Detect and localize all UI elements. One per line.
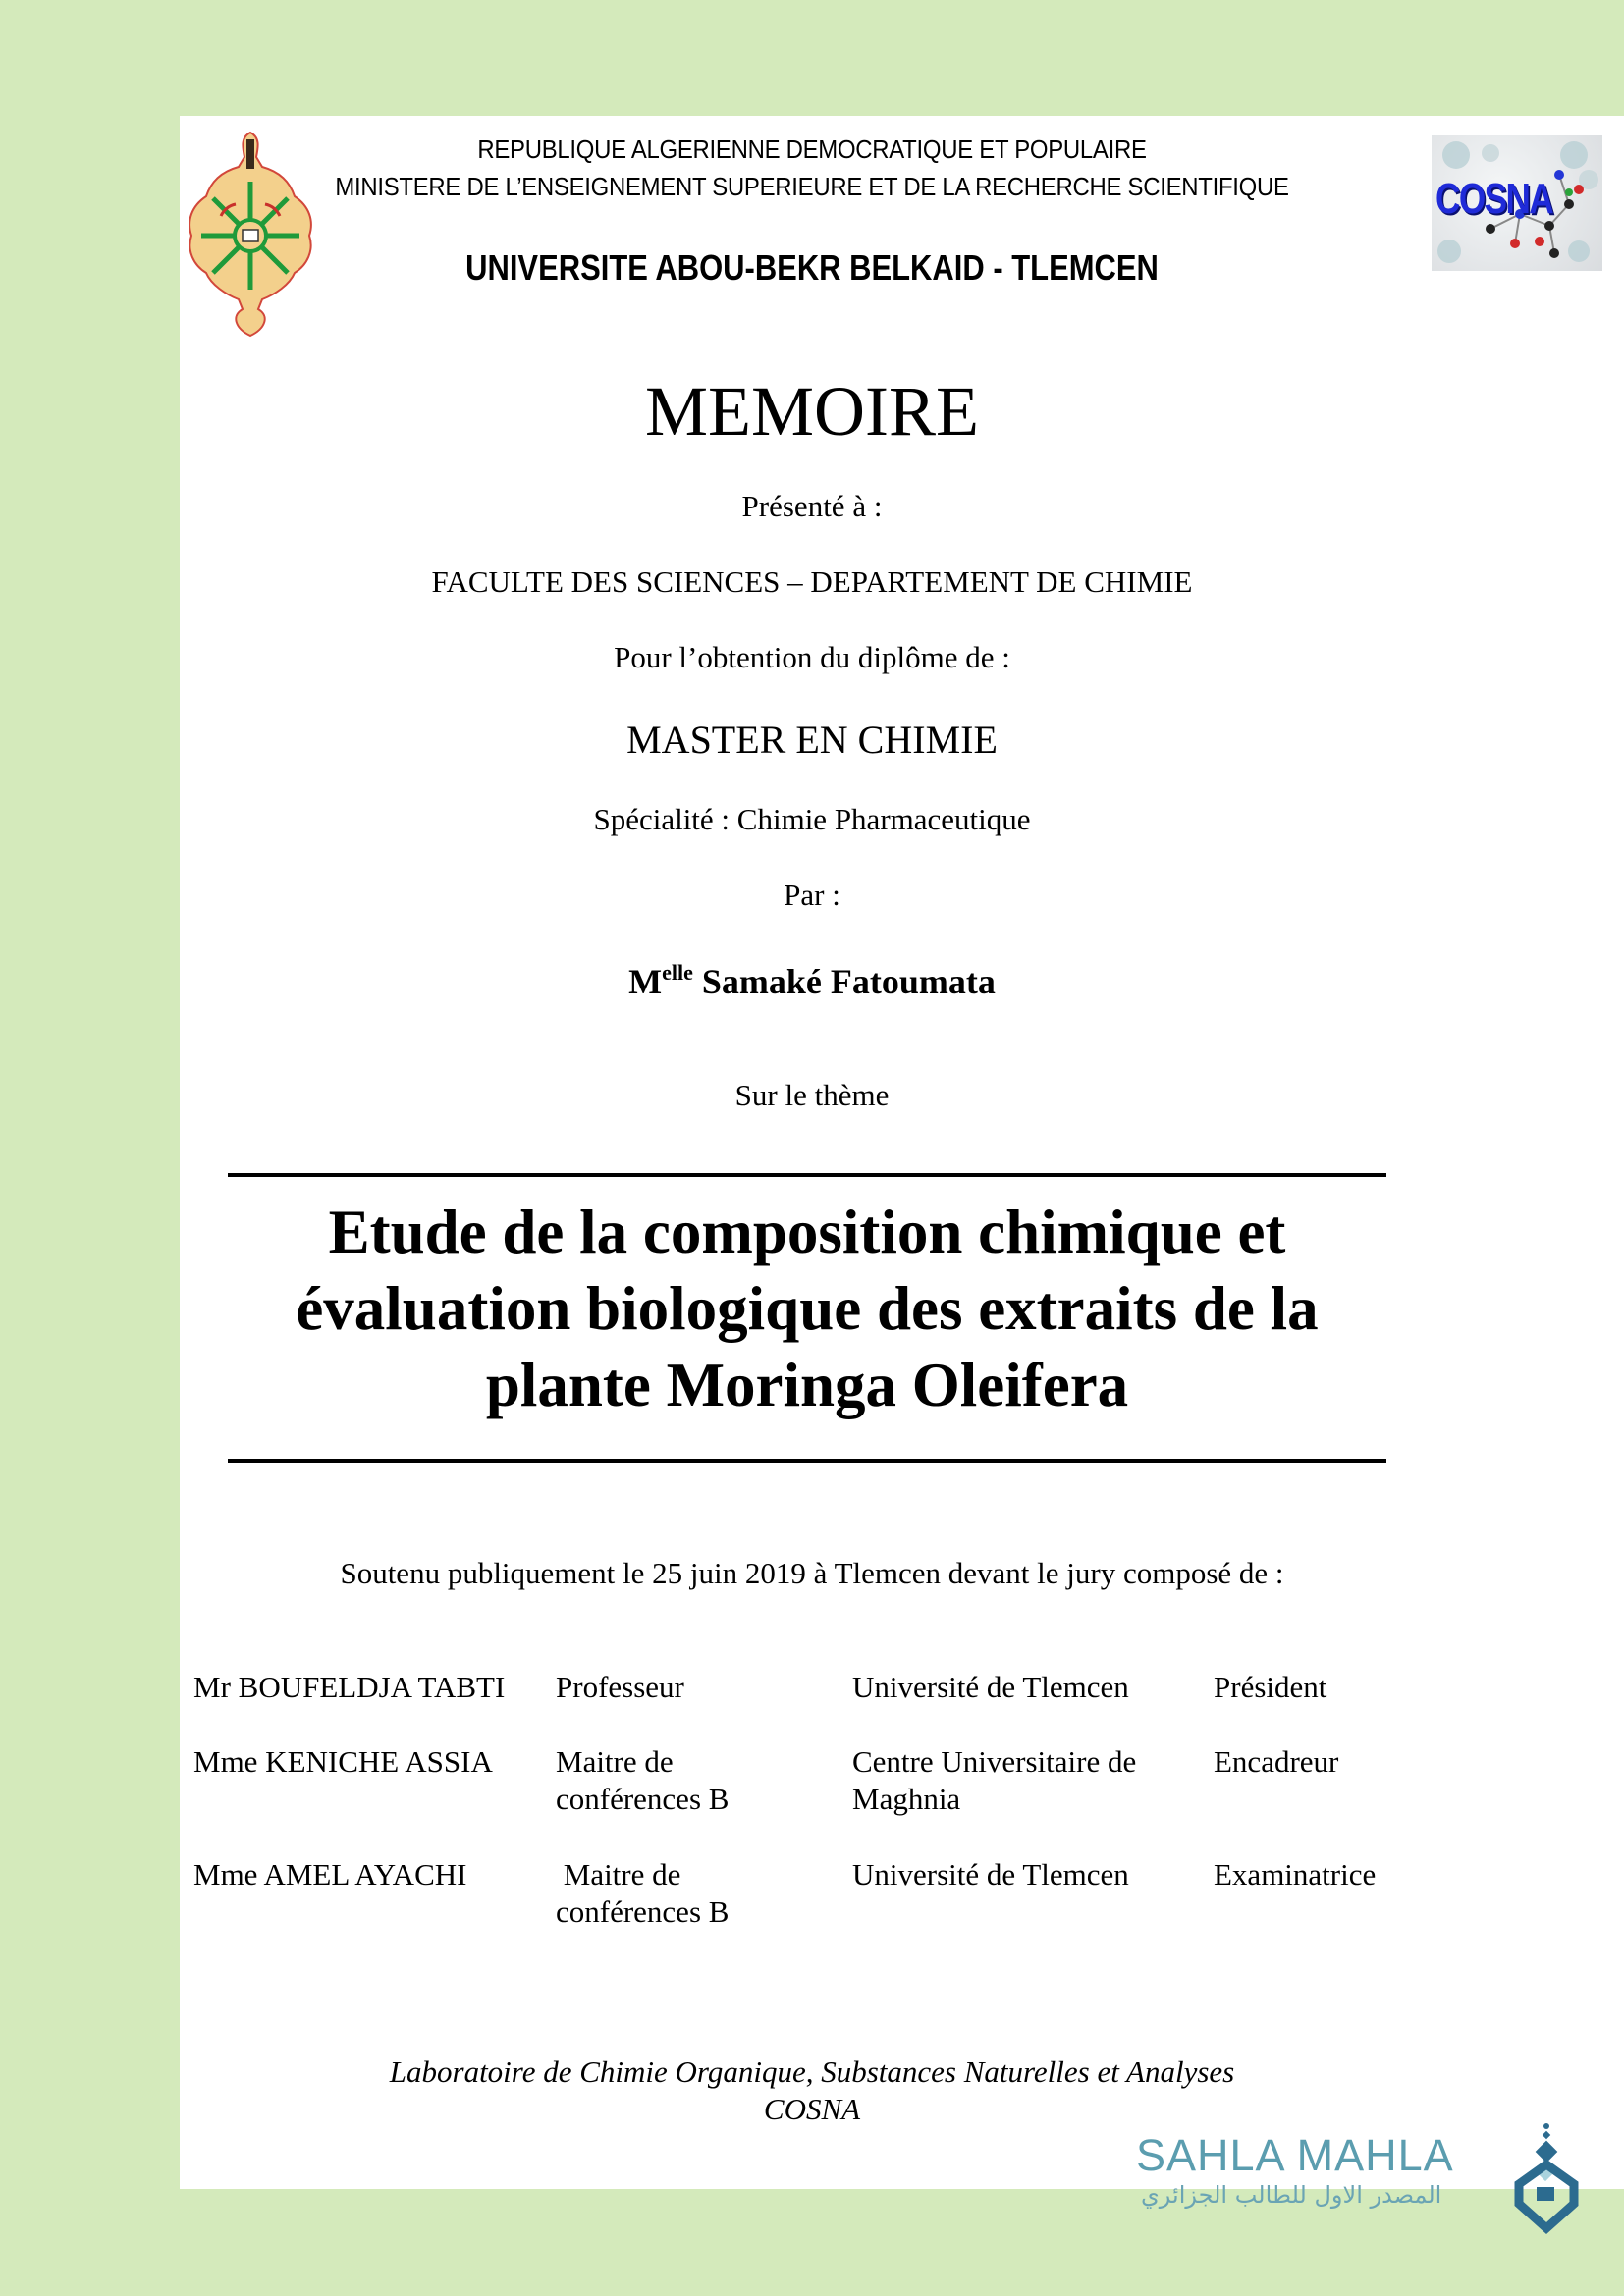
title-rule-top (228, 1173, 1386, 1177)
jury-member-role: Examinatrice (1214, 1857, 1377, 1892)
document-type: MEMOIRE (645, 372, 979, 451)
faculty-name: FACULTE DES SCIENCES – DEPARTEMENT DE CHIMIE (431, 564, 1193, 599)
author-prefix-sup: elle (662, 960, 693, 985)
cosna-logo (1432, 135, 1602, 271)
watermark-text: SAHLA MAHLA (1136, 2130, 1454, 2180)
laboratory-acronym: COSNA (763, 2092, 861, 2126)
sahla-mahla-watermark (1131, 2120, 1602, 2238)
thesis-title (228, 1194, 1386, 1423)
defense-statement: Soutenu publiquement le 25 juin 2019 à Tlemcen devant le jury composé de : (340, 1556, 1284, 1590)
presented-to-label: Présenté à : (741, 489, 883, 523)
ministry-heading: MINISTERE DE L’ENSEIGNEMENT SUPERIEURE ET DE LA RECHERCHE SCIENTIFIQUE (335, 172, 1289, 201)
university-name: UNIVERSITE ABOU-BEKR BELKAID - TLEMCEN (465, 247, 1159, 288)
watermark-arabic: المصدر الاول للطالب الجزائري (1141, 2181, 1442, 2209)
author-fullname: Samaké Fatoumata (701, 962, 996, 1001)
jury-member-name: Mme AMEL AYACHI (193, 1857, 467, 1892)
jury-member-rank: Professeur (556, 1670, 684, 1704)
jury-member-role: Encadreur (1214, 1744, 1339, 1779)
jury-member-institution: Université de Tlemcen (852, 1670, 1129, 1704)
laboratory-name: Laboratoire de Chimie Organique, Substances Naturelles et Analyses (389, 2055, 1235, 2089)
jury-member-name: Mr BOUFELDJA TABTI (193, 1670, 506, 1704)
sahla-mahla-logo-icon (1509, 2120, 1588, 2238)
title-rule-bottom (228, 1459, 1386, 1463)
degree-name: MASTER EN CHIMIE (626, 718, 998, 762)
jury-member-rank: Maitre de conférences B (556, 1857, 730, 1929)
cosna-logo-text: COSNA (1435, 175, 1553, 223)
thesis-title-line: plante Moringa Oleifera (485, 1351, 1129, 1419)
laboratory (0, 2054, 1624, 2128)
republic-heading: REPUBLIQUE ALGERIENNE DEMOCRATIQUE ET POPULAIRE (477, 134, 1147, 164)
theme-label: Sur le thème (734, 1078, 890, 1112)
jury-member-institution: Université de Tlemcen (852, 1857, 1129, 1892)
degree-label: Pour l’obtention du diplôme de : (614, 640, 1010, 674)
jury-member-institution: Centre Universitaire de Maghnia (852, 1744, 1137, 1816)
by-label: Par : (784, 878, 840, 912)
thesis-title-line: évaluation biologique des extraits de la (296, 1274, 1319, 1343)
jury-member-name: Mme KENICHE ASSIA (193, 1744, 493, 1779)
jury-member-role: Président (1214, 1670, 1327, 1704)
thesis-title-line: Etude de la composition chimique et (328, 1198, 1286, 1266)
author-prefix: M (628, 962, 663, 1001)
jury-member-rank: Maitre de conférences B (556, 1744, 730, 1816)
specialty: Spécialité : Chimie Pharmaceutique (593, 802, 1031, 836)
author-name (0, 952, 1624, 1002)
